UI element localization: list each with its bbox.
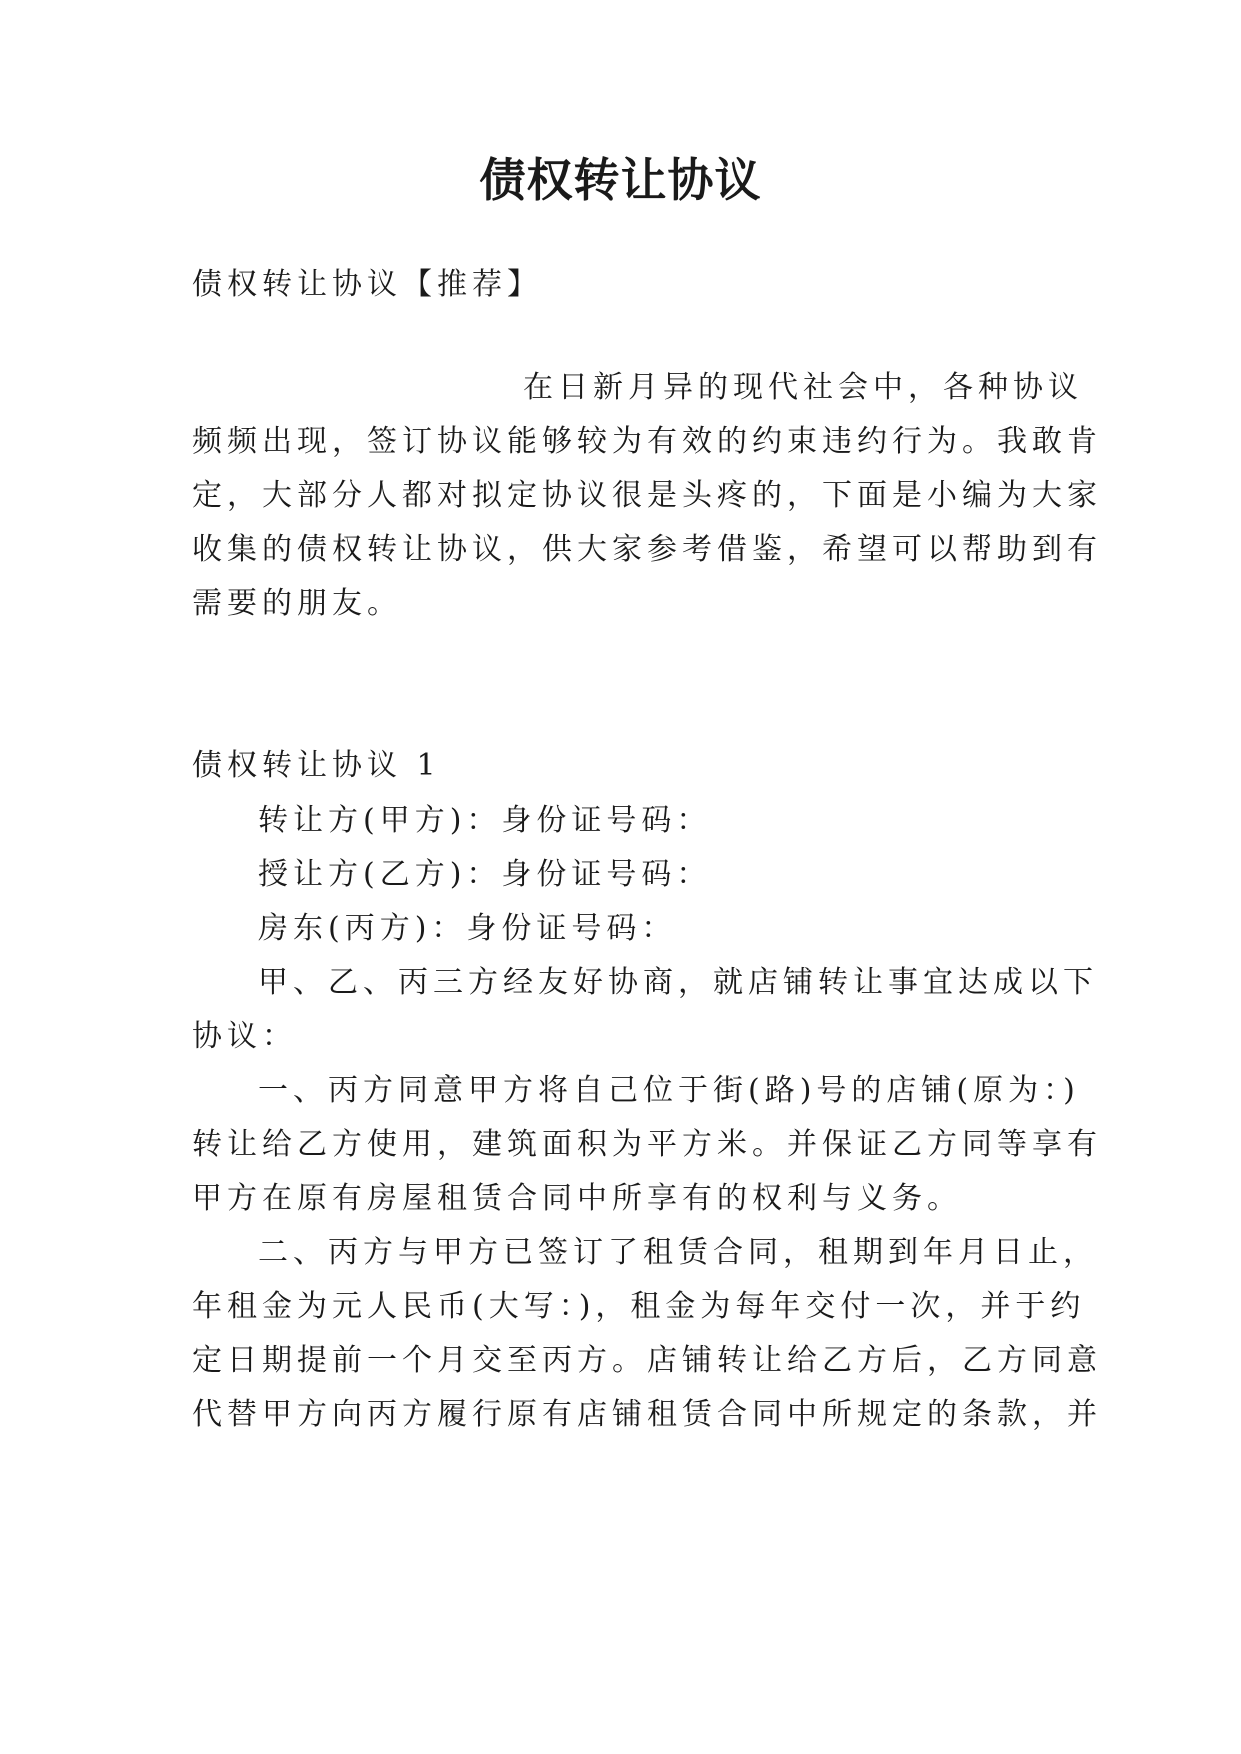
clause-two-line: 代替甲方向丙方履行原有店铺租赁合同中所规定的条款，并 [192,1397,1102,1432]
intro-line: 在日新月异的现代社会中，各种协议 [523,370,1083,405]
intro-line: 定，大部分人都对拟定协议很是头疼的，下面是小编为大家 [192,478,1102,513]
clause-two-line: 二、丙方与甲方已签订了租赁合同，租期到年月日止， [258,1235,1098,1270]
intro-line: 频频出现，签订协议能够较为有效的约束违约行为。我敢肯 [192,424,1102,459]
intro-line: 需要的朋友。 [192,586,402,621]
party-line-transferor: 转让方(甲方)：身份证号码： [258,803,712,838]
clause-one-line: 甲方在原有房屋租赁合同中所享有的权利与义务。 [192,1181,962,1216]
clause-one-line: 转让给乙方使用，建筑面积为平方米。并保证乙方同等享有 [192,1127,1102,1162]
clause-one-line: 一、丙方同意甲方将自己位于街(路)号的店铺(原为：) [258,1073,1080,1108]
section-heading: 债权转让协议 1 [192,748,441,783]
document-title: 债权转让协议 [479,153,762,207]
clause-two-line: 年租金为元人民币(大写：)，租金为每年交付一次，并于约 [192,1289,1086,1324]
preamble-line: 协议： [192,1019,297,1054]
party-line-transferee: 授让方(乙方)：身份证号码： [258,857,712,892]
preamble-line: 甲、乙、丙三方经友好协商，就店铺转让事宜达成以下 [258,965,1098,1000]
party-line-landlord: 房东(丙方)：身份证号码： [258,911,677,946]
intro-line: 收集的债权转让协议，供大家参考借鉴，希望可以帮助到有 [192,532,1102,567]
document-subtitle: 债权转让协议【推荐】 [192,267,542,302]
clause-two-line: 定日期提前一个月交至丙方。店铺转让给乙方后，乙方同意 [192,1343,1102,1378]
